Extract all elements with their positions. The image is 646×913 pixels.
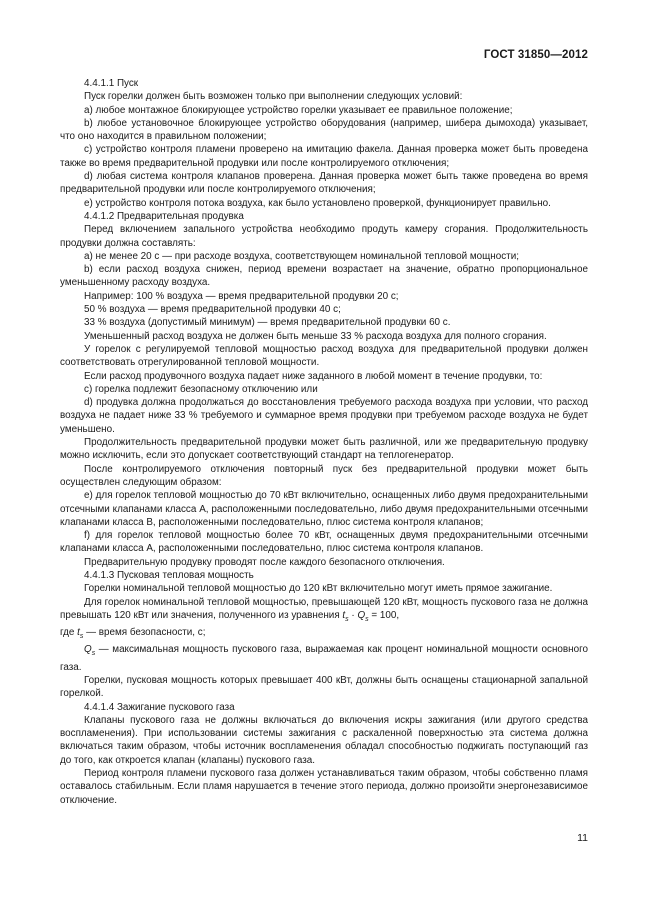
document-code-header: ГОСТ 31850—2012 <box>483 49 588 61</box>
list-item: c) устройство контроля пламени проверено на имитацию факела. Данная проверка может быть проведена также во время предварительной продувки или после контролируемого отключения; <box>60 144 588 169</box>
list-item: f) для горелок тепловой мощностью более 70 кВт, оснащенных двумя предохранительными отсечными клапанами класса А, расположенными последовательно, плюс система контроля клапанов. <box>60 530 588 555</box>
list-item: а) любое монтажное блокирующее устройство горелки указывает ее правильное положение; <box>84 104 513 116</box>
list-item: c) горелка подлежит безопасному отключению или <box>84 383 318 395</box>
list-item: b) любое установочное блокирующее устройство оборудования (например, шибера дымохода) указывает, что оно находится в правильном положении; <box>60 117 588 143</box>
paragraph: 50 % воздуха — время предварительной продувки 40 с; <box>84 304 341 316</box>
paragraph: Период контроля пламени пускового газа должен устанавливаться таким образом, чтобы собственно пламя оставалось стабильным. Если пламя нарушается в течение этого периода, должно произойти энергонезависимое отключение. <box>60 768 588 806</box>
section-heading-4-4-1-1: 4.4.1.1 Пуск <box>84 78 139 89</box>
list-item: d) любая система контроля клапанов проверена. Данная проверка может быть также проведена во время предварительной продувки или после контролируемого отключения; <box>60 171 588 196</box>
list-item: b) если расход воздуха снижен, период времени возрастает на значение, обратно пропорциональное уменьшенному расходу воздуха. <box>60 264 588 289</box>
paragraph: У горелок с регулируемой тепловой мощностью расход воздуха для предварительной продувки должен соответствовать отрегулированной тепловой мощности. <box>60 343 588 369</box>
document-body <box>60 77 588 807</box>
paragraph: Если расход продувочного воздуха падает ниже заданного в любой момент в течение продувки, то: <box>84 370 543 382</box>
paragraph: 33 % воздуха (допустимый минимум) — время предварительной продувки 60 с. <box>84 317 451 329</box>
paragraph: Горелки, пусковая мощность которых превышает 400 кВт, должны быть оснащены стационарной запальной горелкой. <box>60 674 588 700</box>
paragraph: Клапаны пускового газа не должны включаться до включения искры зажигания (или другого средства воспламенения). При использовании системы зажигания с раскаленной поверхностью эта система должна включаться таким образом, чтобы источник воспламенения обладал способностью поджигать поступающий газ до того, как откроется клапан (клапаны) пускового газа. <box>60 714 588 766</box>
paragraph: Перед включением запального устройства необходимо продуть камеру сгорания. Продолжительность продувки должна составлять: <box>60 224 588 249</box>
paragraph: Уменьшенный расход воздуха не должен быть меньше 33 % расхода воздуха для полного сгорания. <box>84 330 547 342</box>
paragraph: Предварительную продувку проводят после каждого безопасного отключения. <box>84 556 445 568</box>
paragraph: Например: 100 % воздуха — время предварительной продувки 20 с; <box>84 290 399 302</box>
list-item: e) устройство контроля потока воздуха, как было установлено проверкой, функционирует правильно. <box>84 197 551 209</box>
formula-legend-qs: $Q_s$ — максимальная мощность пускового газа, выражаемая как процент номинальной мощности основного газа. <box>60 644 588 673</box>
paragraph: Продолжительность предварительной продувки может быть различной, или же предварительную продувку можно исключить, если это допускает соответствующий стандарт на теплогенератор. <box>60 437 588 462</box>
list-item: d) продувка должна продолжаться до восстановления требуемого расхода воздуха при условии, что расход воздуха не падает ниже 33 % требуемого и суммарное время продувки при требуемом расходе воздуха не будет уменьшено. <box>60 397 588 435</box>
section-heading-4-4-1-4: 4.4.1.4 Зажигание пускового газа <box>84 701 235 713</box>
paragraph: Горелки номинальной тепловой мощностью до 120 кВт включительно могут иметь прямое зажигание. <box>84 583 553 595</box>
page-number: 11 <box>577 832 588 844</box>
section-heading-4-4-1-2: 4.4.1.2 Предварительная продувка <box>84 210 244 222</box>
list-item: e) для горелок тепловой мощностью до 70 кВт включительно, оснащенных либо двумя предохранительными отсечными клапанами класса А, расположенными последовательно, либо двумя предохранительными отсечными клапанами класса В, расположенными последовательно, плюс система контроля клапанов; <box>60 490 588 528</box>
paragraph: Пуск горелки должен быть возможен только при выполнении следующих условий: <box>84 91 463 103</box>
paragraph: Для горелок номинальной тепловой мощностью, превышающей 120 кВт, мощность пускового газа не должна превышать 120 кВт или значения, полученного из уравнения $t_s \cdot Q_s = 100$, <box>60 596 588 623</box>
formula-legend-ts: где $t_s$ — время безопасности, с; <box>60 627 206 641</box>
list-item: а) не менее 20 с — при расходе воздуха, соответствующем номинальной тепловой мощности; <box>84 250 519 262</box>
paragraph: После контролируемого отключения повторный пуск без предварительной продувки может быть осуществлен следующим образом: <box>60 463 588 488</box>
section-heading-4-4-1-3: 4.4.1.3 Пусковая тепловая мощность <box>84 569 254 581</box>
